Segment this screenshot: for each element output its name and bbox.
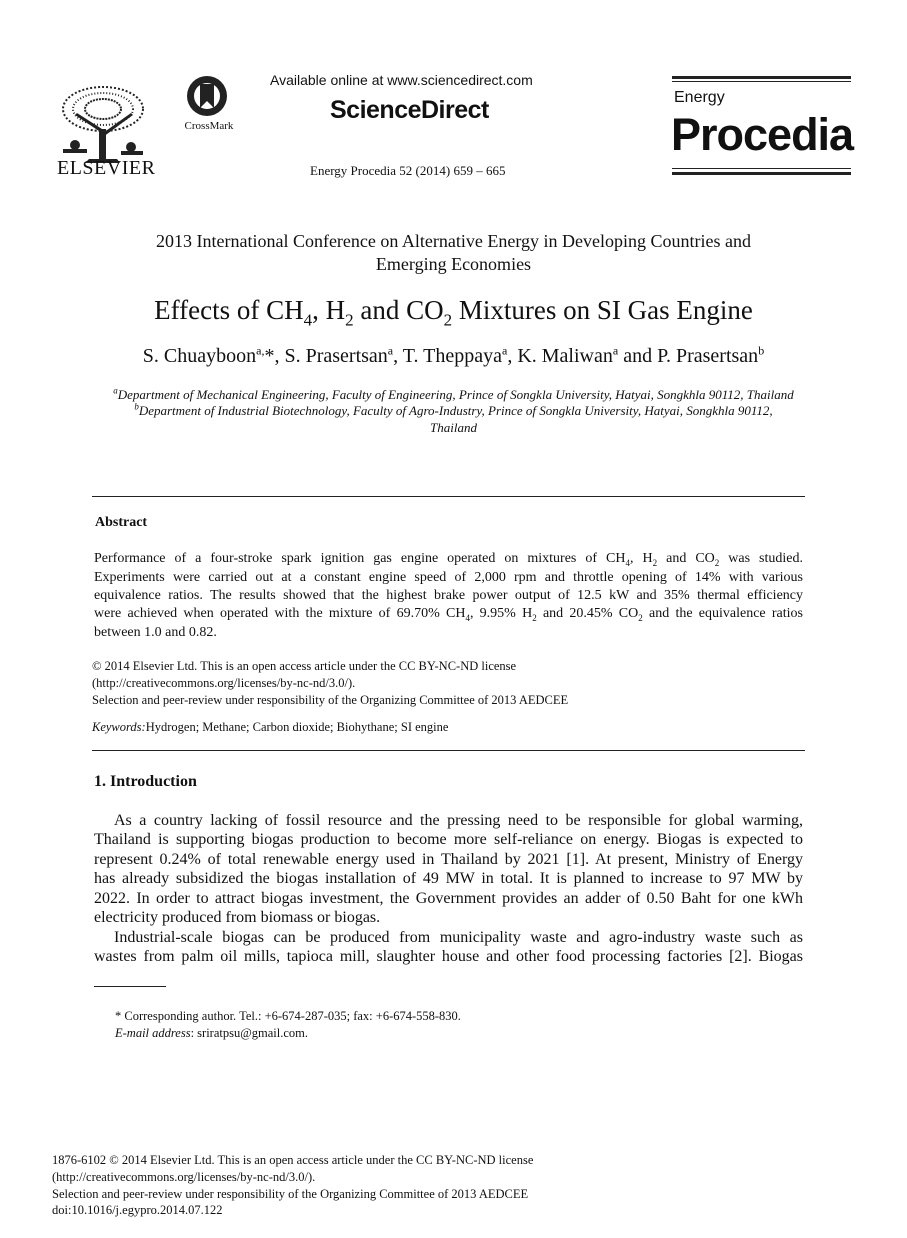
affiliation-b-continued: Thailand [430,420,477,435]
email-address[interactable]: : sriratpsu@gmail.com. [190,1026,308,1040]
conference-name-line2: Emerging Economies [375,254,532,274]
author-name: K. Maliwan [517,345,613,367]
author-name: T. Theppaya [402,345,502,367]
body-text-line: electricity produced from biomass or biogas. [94,909,381,926]
peer-review-statement: Selection and peer-review under responsibility of the Organizing Committee of 2013 AEDCEE [92,693,569,707]
corresponding-mark: * [264,345,275,367]
introduction-heading: 1. Introduction [94,773,197,790]
license-statement: © 2014 Elsevier Ltd. This is an open access article under the CC BY-NC-ND license [92,659,517,673]
license-link-line: (http://creativecommons.org/licenses/by-nc-nd/3.0/). [92,676,356,690]
author-list: S. Chuayboon$^{a,}$*, S. Prasertsan$^a$, T. Theppaya$^a$, K. Maliwan$^a$ and P. Prasertsan$^b$ [142,343,765,367]
journal-name-large: Procedia [671,109,854,160]
journal-rule [672,168,851,169]
abstract-heading: Abstract [95,515,148,530]
abstract-line: Experiments were carried out at a constant engine speed of 2,000 rpm and throttle opening of 14% with various [94,570,803,585]
body-text-line: Industrial-scale biogas can be produced from municipality waste and agro-industry waste such as [114,929,803,946]
sciencedirect-wordmark[interactable]: ScienceDirect [330,96,489,124]
available-online-text: Available online at www.sciencedirect.com [270,72,533,88]
footer-peer-review: Selection and peer-review under responsibility of the Organizing Committee of 2013 AEDCEE [52,1187,529,1201]
journal-rule [672,172,851,175]
corresponding-author-footnote: * Corresponding author. Tel.: +6-674-287-035; fax: +6-674-558-830. [115,1009,461,1023]
email-footnote: E-mail address: sriratpsu@gmail.com. [115,1026,308,1040]
footer-doi[interactable]: doi:10.1016/j.egypro.2014.07.122 [52,1203,223,1217]
crossmark-icon[interactable] [178,74,240,134]
abstract-line: between 1.0 and 0.82. [94,625,217,640]
footnote-rule [94,986,166,987]
affiliation-a: $^a$Department of Mechanical Engineering, Faculty of Engineering, Prince of Songkla University, Hatyai, Songkhla 90112, Thailand [113,385,794,402]
section-divider [92,750,805,751]
keywords-label: Keywords: [92,720,146,734]
section-divider [92,496,805,497]
abstract-line: were achieved when operated with the mixture of 69.70% $CH_4$, 9.95% $H_2$ and 20.45% $CO_2$ and the equivalence ratios [94,606,803,623]
journal-rule [672,76,851,79]
elsevier-wordmark: ELSEVIER [57,157,156,179]
author-name: P. Prasertsan [657,345,759,367]
journal-rule [672,81,851,82]
conference-name-line1: 2013 International Conference on Alternative Energy in Developing Countries and [155,231,751,251]
body-text-line: Thailand is supporting biogas production to become more self-reliance on energy. Biogas is expected to [94,831,803,848]
body-text-line: As a country lacking of fossil resource and the pressing need to be responsible for global warming, [114,812,803,829]
keywords-text: Hydrogen; Methane; Carbon dioxide; Biohythane; SI engine [145,720,449,734]
body-text-line: represent 0.24% of total renewable energy used in Thailand by 2021 [1]. At present, Ministry of Energy [94,851,803,868]
footer-license-link-line: (http://creativecommons.org/licenses/by-nc-nd/3.0/). [52,1170,316,1184]
affiliation-b: $^b$Department of Industrial Biotechnology, Faculty of Agro-Industry, Prince of Songkla University, Hatyai, Songkhla 90112, [134,401,773,418]
footer-issn-license: 1876-6102 © 2014 Elsevier Ltd. This is an open access article under the CC BY-NC-ND license [52,1153,534,1167]
keywords-line [92,720,448,735]
body-text-line: 2022. In order to attract biogas investment, the Government provides an adder of 0.50 Baht for one kWh [94,890,803,907]
body-text-line: has already subsidized the biogas installation of 49 MW in total. It is planned to increase to 97 MW by [94,870,803,887]
author-name: S. Chuayboon [142,345,257,367]
journal-citation: Energy Procedia 52 (2014) 659 – 665 [310,163,506,178]
abstract-line: equivalence ratios. The results showed that the highest brake power output of 12.5 kW and 35% thermal efficiency [94,588,803,603]
footer-license-link[interactable]: http://creativecommons.org/licenses/by-nc-nd/3.0/ [56,1170,308,1184]
journal-name-small: Energy [674,89,725,106]
body-text-line: wastes from palm oil mills, tapioca mill, slaughter house and other food processing factories [2]. Biogas [94,948,803,965]
author-name: S. Prasertsan [284,345,388,367]
crossmark-label: CrossMark [184,120,234,132]
abstract-line: Performance of a four-stroke spark ignition gas engine operated on mixtures of $CH_4$, $H_2$ and $CO_2$ was studied. [94,551,803,568]
paper-title: Effects of $CH_4$, $H_2$ and $CO_2$ Mixtures on SI Gas Engine [154,295,753,330]
license-link[interactable]: http://creativecommons.org/licenses/by-nc-nd/3.0/ [96,676,348,690]
